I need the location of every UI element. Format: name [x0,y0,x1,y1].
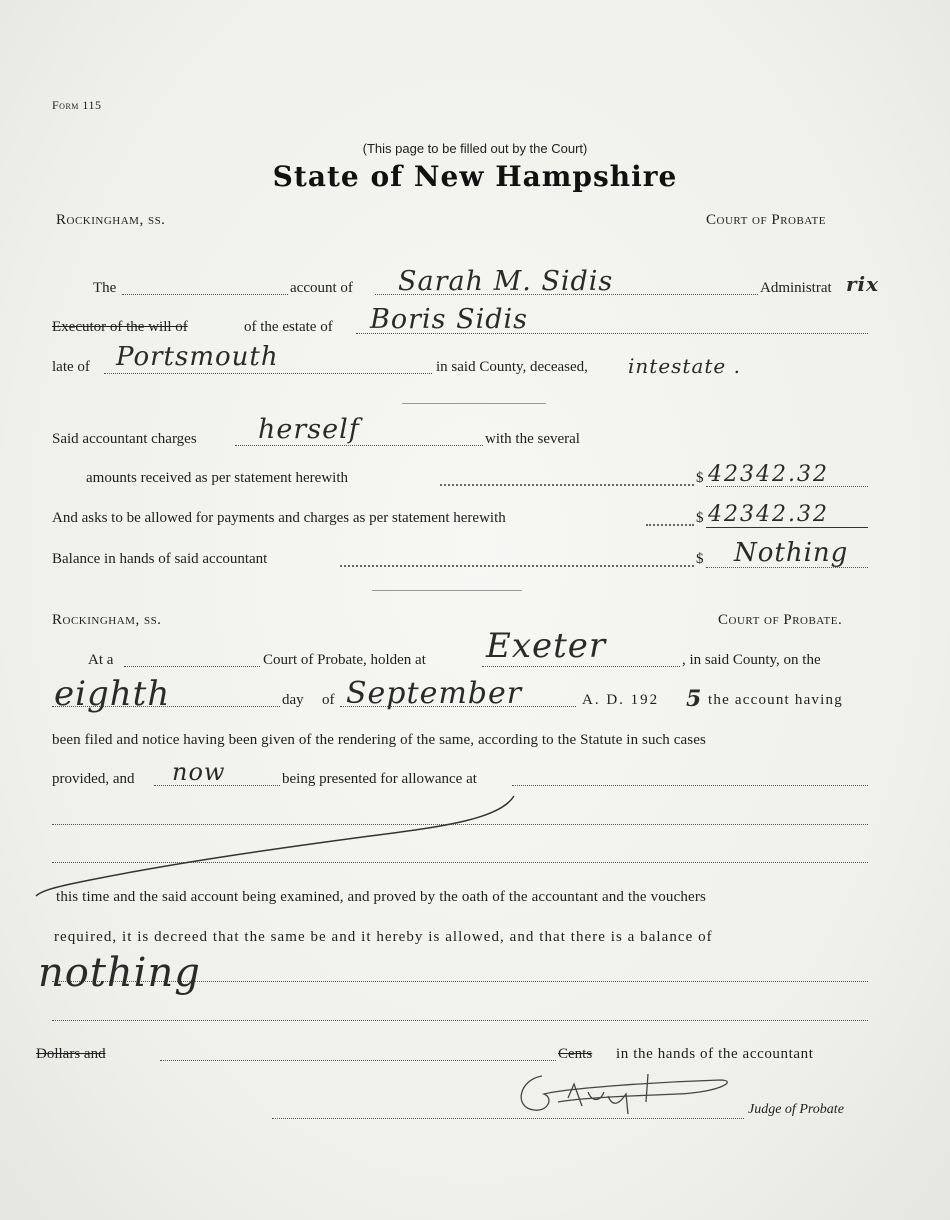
received-amount: 42342.32 [708,462,829,487]
blank-line [512,785,868,786]
town-name: Portsmouth [116,342,279,372]
blank-line [160,1060,556,1061]
pen-stroke [30,790,530,900]
now-value: now [172,758,226,786]
deceased-name: Boris Sidis [370,304,528,335]
balance-label: Balance in hands of said accountant [52,551,268,567]
charges-label: Said accountant charges [52,431,197,447]
leader-dots [440,484,694,486]
balance-amount: Nothing [734,538,849,568]
late-of-label: late of [52,359,90,375]
decree-line-2: required, it is decreed that the same be and it hereby is allowed, and that there is a balance of [54,929,713,945]
estate-of-label: of the estate of [244,319,333,335]
county-label-2: Rockingham, ss. [52,612,162,628]
judge-label: Judge of Probate [748,1102,844,1117]
received-label: amounts received as per statement herewith [86,470,348,486]
with-several-label: with the several [485,431,580,447]
in-county-label: in said County, deceased, [436,359,588,375]
leader-dots [646,524,694,526]
ad-label: A. D. 192 [582,692,660,708]
court-holden-label: Court of Probate, holden at [263,652,426,668]
allowed-label: And asks to be allowed for payments and charges as per statement herewith [52,510,506,526]
received-currency: $ [696,470,704,486]
intestate: intestate . [628,354,741,378]
divider [372,590,522,591]
blank-line [104,373,432,374]
presented-label: being presented for allowance at [282,771,477,787]
balance-currency: $ [696,551,704,567]
day-of-label: day [282,692,304,708]
blank-line [124,666,260,667]
state-title: State of New Hampshire [272,160,678,193]
account-having-label: the account having [708,692,843,708]
cents-struck: Cents [558,1046,593,1062]
decree-balance: nothing [38,950,201,996]
of-label: of [322,692,335,708]
leader-dots [340,565,694,567]
blank-line [52,1020,868,1021]
court-label-2: Court of Probate. [718,612,843,628]
accountant-name: Sarah M. Sidis [398,266,614,297]
role-suffix: rix [846,272,880,296]
in-county-on-label: , in said County, on the [682,652,821,668]
provided-and-label: provided, and [52,771,135,787]
at-a-label: At a [88,652,114,668]
county-label-1: Rockingham, ss. [56,212,166,228]
blank-line [235,445,483,446]
underline [706,527,868,528]
allowed-currency: $ [696,510,704,526]
divider [402,403,546,404]
in-hands-label: in the hands of the accountant [616,1046,814,1062]
allowed-amount: 42342.32 [708,502,829,527]
the-label: The [93,280,117,296]
blank-line [122,294,288,295]
blank-line [482,666,680,667]
form-number: Form 115 [52,98,102,112]
charges-who: herself [258,414,360,445]
court-note: (This page to be filled out by the Court) [362,141,588,156]
hearing-month: September [346,676,523,711]
dollars-struck: Dollars and [36,1046,106,1062]
filed-text: been filed and notice having been given of the rendering of the same, according to the Statute in such cases [52,732,706,748]
court-label-1: Court of Probate [706,212,826,228]
hearing-place: Exeter [486,626,607,666]
judge-signature [508,1062,738,1130]
account-of-label: account of [290,280,353,296]
hearing-day: eighth [54,674,171,714]
role-label: Administrat [760,280,832,296]
executor-struck: Executor of the will of [52,319,188,335]
year-digit: 5 [686,686,703,712]
decree-line-1: this time and the said account being examined, and proved by the oath of the accountant and the vouchers [56,889,706,905]
